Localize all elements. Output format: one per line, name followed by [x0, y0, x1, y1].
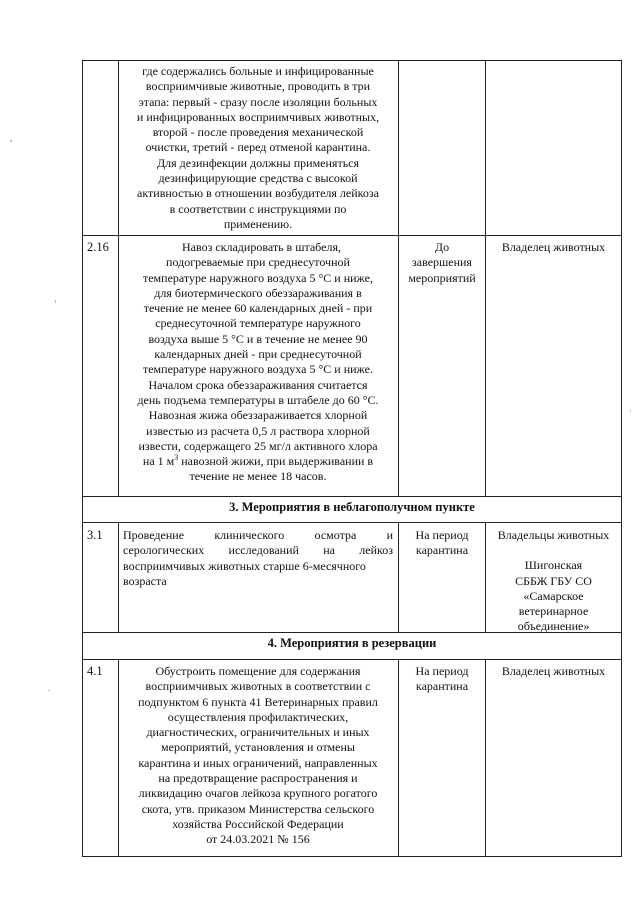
measure-line-with-superscript: на 1 $м^3$ навозной жижи, при выдерживании в: [142, 453, 374, 469]
col-divider-number-s4: [118, 659, 119, 856]
col-divider-responsible: [485, 60, 486, 496]
scan-speck: [48, 690, 50, 691]
measure-word: лейкоз: [359, 543, 393, 558]
table-border-left: [82, 60, 83, 856]
section-3-title: 3. Мероприятия в неблагополучном пункте: [229, 500, 475, 514]
col-divider-term: [398, 60, 399, 496]
row-2-16-term: До завершения мероприятий: [408, 240, 476, 285]
row-divider-4-1: [82, 659, 622, 660]
row-2-16-responsible: Владелец животных: [501, 240, 606, 254]
col-divider-number-s3: [118, 522, 119, 632]
col-divider-responsible-s4: [485, 659, 486, 856]
row-continuation-measure: где содержались больные и инфицированные восприимчивые животные, проводить в три этапа: первый - сразу после изоляции больных и инфицированных восприимчивых животных, второй - после проведения механической очистки, третий - перед отменой карантина. Для дезинфекции должны применяться дезинфицирующие средства с высокой активностью в отношении возбудителя лейкоза в соответствии с инструкциями по применению.: [136, 64, 380, 231]
row-4-1-term: На период карантина: [415, 664, 469, 694]
measure-word: серологических: [123, 543, 205, 558]
table-border-top: [82, 60, 622, 61]
measure-word: осмотра: [314, 528, 357, 542]
row-divider-section3: [82, 496, 622, 497]
scan-speck: [55, 300, 56, 303]
row-3-1-term: На период карантина: [415, 528, 469, 558]
measure-word: клинического: [214, 528, 285, 542]
row-2-16-measure: Навоз складировать в штабеля, подогреваемые при среднесуточной температуре наружного воздуха 5 °С и ниже, для биотермического обеззараживания в течение не менее 60 календарных дней - при среднесуточной температуре наружного воздуха выше 5 °С и в течение не менее 90 календарных дней - при среднесуточной температуре наружного воздуха 5 °С и ниже. Началом срока обеззараживания считается день подъема температуры в штабеле до 60 °С. Навозная жижа обеззараживается хлорной известью из расчета 0,5 л раствора хлорной извести, содержащего 25 мг/л активного хлора на 1 $м^3$ навозной жижи, при выдерживании в течение не менее 18 часов.: [122, 240, 394, 485]
measure-word: и: [386, 528, 393, 542]
row-number-4-1: 4.1: [87, 664, 103, 678]
scan-speck: [630, 410, 631, 412]
row-3-1-measure: Проведение клинического осмотра и серологических исследований на лейкоз восприимчивых животных старше 6-месячного возраста: [123, 528, 393, 588]
col-divider-number: [118, 60, 119, 496]
col-divider-responsible-s3: [485, 522, 486, 632]
row-divider-3-1: [82, 522, 622, 523]
table-border-bottom: [82, 856, 622, 857]
section-4-title: 4. Мероприятия в резервации: [267, 636, 437, 650]
scan-speck: [10, 140, 12, 142]
row-3-1-responsible: Владельцы животных Шигонская СББЖ ГБУ СО «Самарское ветеринарное объединение»: [497, 528, 610, 634]
col-divider-term-s3: [398, 522, 399, 632]
table-border-right: [621, 60, 622, 856]
row-4-1-responsible: Владелец животных: [501, 664, 606, 678]
row-number-3-1: 3.1: [87, 528, 103, 542]
row-divider-2-16: [82, 235, 622, 236]
row-number-2-16: 2.16: [87, 240, 109, 254]
measure-word: Проведение: [123, 528, 185, 542]
col-divider-term-s4: [398, 659, 399, 856]
measure-word: на: [323, 543, 335, 558]
measure-word: исследований: [228, 543, 299, 558]
row-4-1-measure: Обустроить помещение для содержания восприимчивых животных в соответствии с подпунктом 6 пункта 41 Ветеринарных правил осуществления профилактических, диагностических, ограничительных и иных мероприятий, установления и отмены карантина и иных ограничений, направленных на предотвращение распространения и ликвидацию очагов лейкоза крупного рогатого скота, утв. приказом Министерства сельского хозяйства Российской Федерации от 24.03.2021 № 156: [138, 664, 378, 847]
